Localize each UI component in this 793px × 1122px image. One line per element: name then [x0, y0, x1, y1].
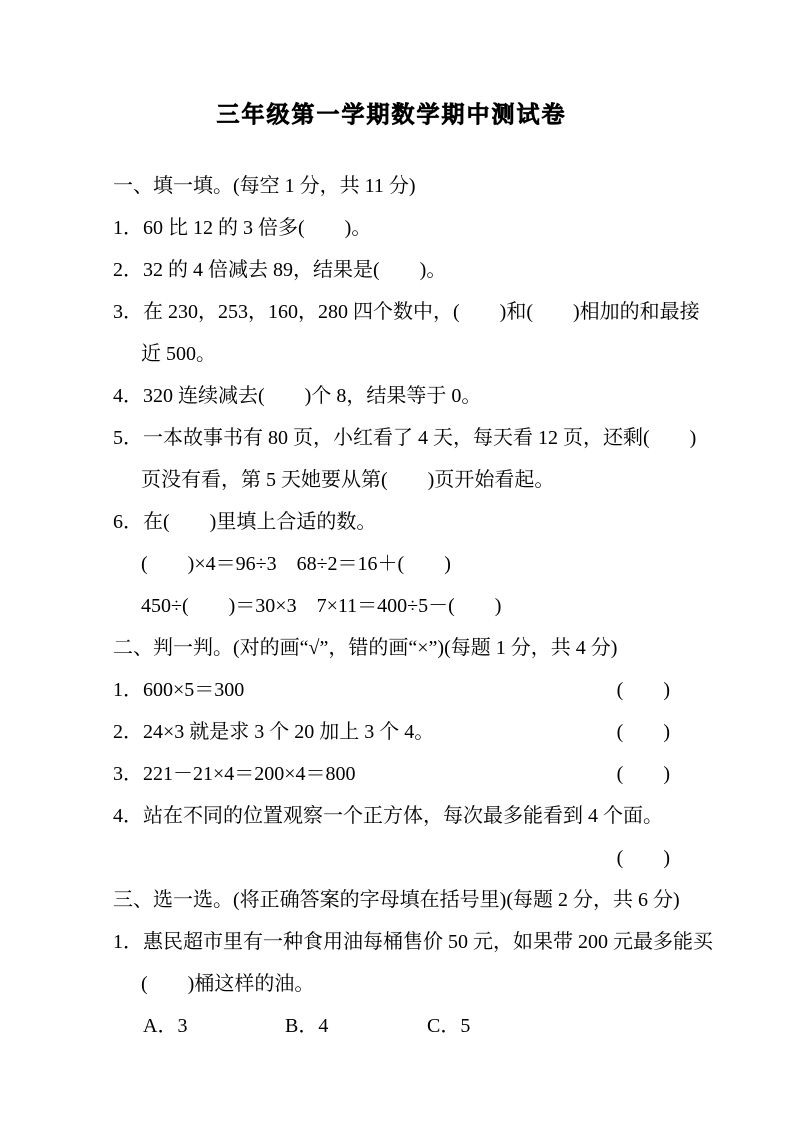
- choice-option-b: B．4: [285, 1014, 329, 1037]
- fill-question-2: 2．32 的 4 倍减去 89，结果是( )。: [113, 258, 447, 281]
- judge-question-1-answer-bracket: ( ): [616, 678, 670, 701]
- judge-question-1: [113, 666, 670, 708]
- section-fill-heading: 一、填一填。(每空 1 分，共 11 分): [113, 174, 416, 197]
- choice-option-c: C．5: [427, 1014, 471, 1037]
- fill-question-5-line-2: 页没有看，第 5 天她要从第( )页开始看起。: [141, 468, 555, 491]
- judge-question-2-text: 2．24×3 就是求 3 个 20 加上 3 个 4。: [113, 720, 435, 743]
- section-judge: [113, 624, 670, 876]
- fill-question-1: 1．60 比 12 的 3 倍多( )。: [113, 216, 372, 239]
- fill-question-3-line-1: 3．在 230，253，160，280 四个数中，( )和( )相加的和最接: [113, 300, 700, 323]
- fill-question-4: 4．320 连续减去( )个 8，结果等于 0。: [113, 384, 482, 407]
- choice-question-1-line-1: 1．惠民超市里有一种食用油每桶售价 50 元，如果带 200 元最多能买: [113, 930, 713, 953]
- fill-question-6-equations-line-1: ( )×4＝96÷3 68÷2＝16＋( ): [141, 552, 451, 575]
- judge-question-4-answer-bracket: ( ): [616, 846, 670, 869]
- judge-question-4: 4．站在不同的位置观察一个正方体，每次最多能看到 4 个面。: [113, 804, 663, 827]
- exam-title: 三年级第一学期数学期中测试卷: [216, 102, 567, 127]
- choice-option-a: A．3: [143, 1014, 188, 1037]
- judge-question-2: [113, 708, 670, 750]
- judge-question-1-text: 1．600×5＝300: [113, 678, 245, 701]
- exam-content: [113, 92, 713, 1044]
- fill-question-3-line-2: 近 500。: [141, 342, 216, 365]
- section-fill-in: [113, 162, 700, 624]
- judge-question-2-answer-bracket: ( ): [616, 720, 670, 743]
- section-choice-heading: 三、选一选。(将正确答案的字母填在括号里)(每题 2 分，共 6 分): [113, 888, 680, 911]
- judge-question-3: [113, 750, 670, 792]
- choice-question-1-options: [113, 1002, 670, 1044]
- fill-question-6-equations-line-2: 450÷( )＝30×3 7×11＝400÷5－( ): [141, 594, 502, 617]
- judge-question-3-answer-bracket: ( ): [616, 762, 670, 785]
- fill-question-6: 6．在( )里填上合适的数。: [113, 510, 377, 533]
- choice-question-1-line-2: ( )桶这样的油。: [141, 972, 315, 995]
- fill-question-5-line-1: 5．一本故事书有 80 页，小红看了 4 天，每天看 12 页，还剩( ): [113, 426, 697, 449]
- judge-question-3-text: 3．221－21×4＝200×4＝800: [113, 762, 356, 785]
- section-judge-heading: 二、判一判。(对的画“√”，错的画“×”)(每题 1 分，共 4 分): [113, 636, 618, 659]
- section-choice: [113, 876, 713, 1044]
